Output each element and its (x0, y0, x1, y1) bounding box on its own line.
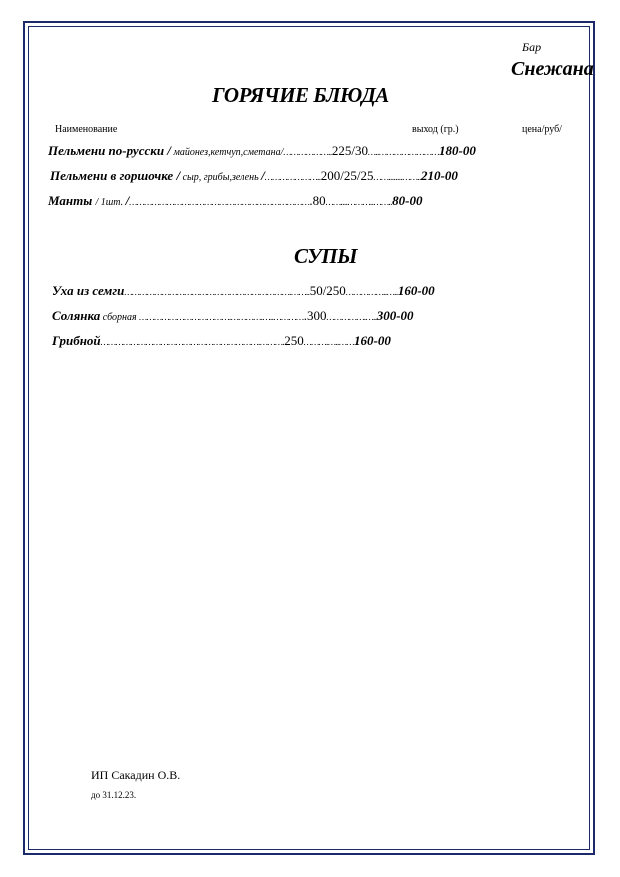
leader-dots: ……........…….. (373, 172, 422, 182)
item-description: сборная (100, 312, 140, 323)
item-name: Уха из семги (52, 283, 125, 298)
item-slash: / (261, 168, 265, 183)
item-yield: 50/250 (309, 283, 346, 298)
item-yield: .80 (309, 193, 326, 208)
menu-item (50, 168, 458, 186)
item-price: 300-00 (376, 308, 414, 323)
leader-dots: ……………………………………………………….………. (100, 337, 285, 347)
leader-dots: ……………….. (283, 147, 332, 157)
owner-name: ИП Сакадин О.В. (91, 768, 181, 782)
item-name: Манты (48, 193, 96, 208)
menu-item (52, 283, 435, 301)
item-yield: 200/25/25 (320, 168, 374, 183)
item-description: / 1шт. (95, 197, 126, 208)
item-yield: 225/30 (331, 143, 369, 158)
item-price: 160-00 (397, 283, 435, 298)
leader-dots: ………………………………………………………….…….. (124, 287, 310, 297)
menu-item (48, 193, 422, 211)
menu-item (52, 308, 414, 326)
column-header-yield: выход (гр.) (412, 124, 459, 135)
leader-dots: ………………….. (264, 172, 321, 182)
item-name: Солянка (52, 308, 101, 323)
item-slash: / (125, 193, 130, 208)
leader-dots: ……………..….. (345, 287, 398, 297)
leader-dots: ……………………………………………………………… (129, 197, 310, 207)
bar-name: Снежана (511, 58, 594, 80)
item-yield: 250 (284, 333, 304, 348)
item-name: Грибной (52, 333, 101, 348)
item-price: 210-00 (421, 168, 458, 183)
menu-item (48, 143, 476, 161)
item-name: Пельмени в горшочке / (50, 168, 181, 183)
item-yield: .300 (303, 308, 327, 323)
item-description: майонез,кетчуп,сметана/ (170, 147, 284, 158)
leader-dots: ……....………..…….. (325, 197, 393, 207)
item-price: 180-00 (439, 143, 476, 158)
item-price: 160-00 (353, 333, 391, 348)
item-description: сыр, грибы,зелень (180, 172, 262, 183)
column-header-name: Наименование (55, 124, 118, 135)
validity-date: до 31.12.23. (91, 790, 137, 800)
item-price: 80-00 (392, 193, 423, 208)
leader-dots: ……………………………….………….…..………… (139, 312, 304, 322)
leader-dots: …..…………………… (368, 147, 440, 157)
leader-dots: ……….…..…… (303, 337, 354, 347)
column-header-price: цена/руб/ (522, 124, 562, 135)
item-name: Пельмени по-русски / (48, 143, 171, 158)
leader-dots: …………….….. (326, 312, 377, 322)
bar-label: Бар (522, 40, 542, 54)
menu-item (52, 333, 391, 351)
hot-dishes-title: ГОРЯЧИЕ БЛЮДА (212, 83, 389, 107)
soups-title: СУПЫ (294, 244, 358, 268)
